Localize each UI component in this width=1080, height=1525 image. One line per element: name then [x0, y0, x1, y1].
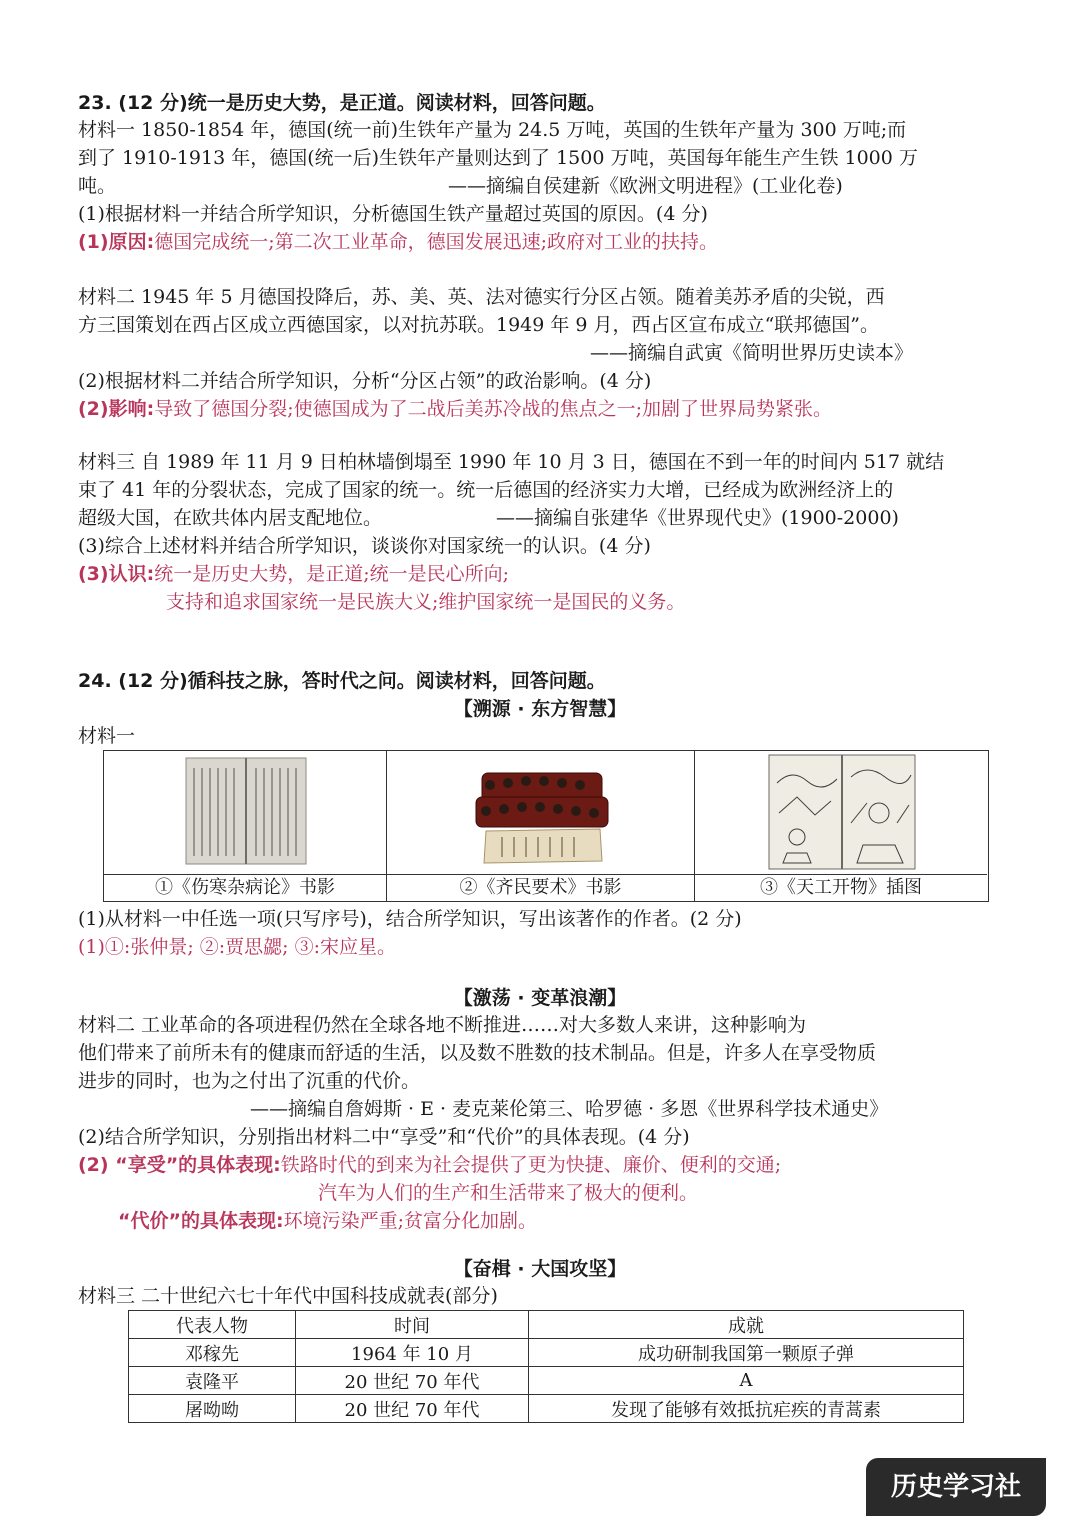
table-header: 代表人物: [129, 1311, 296, 1339]
q24-question-2: (2)结合所学知识，分别指出材料二中“享受”和“代价”的具体表现。(4 分): [78, 1126, 690, 1148]
watermark-badge: 历史学习社: [866, 1458, 1046, 1516]
section-heading-1: 【溯源 · 东方智慧】: [453, 698, 627, 720]
table-header: 成就: [529, 1311, 964, 1339]
q24-answer-1: (1)①:张仲景; ②:贾思勰; ③:宋应星。: [78, 936, 397, 958]
q23-m1-source: ——摘编自侯建新《欧洲文明进程》(工业化卷): [448, 175, 843, 197]
image-cell-3: [695, 751, 987, 901]
answer-text: 统一是历史大势，是正道;统一是民心所向;: [154, 563, 509, 585]
q23-question-1: (1)根据材料一并结合所学知识，分析德国生铁产量超过英国的原因。(4 分): [78, 203, 708, 225]
q23-m1-line2: 到了 1910-1913 年，德国(统一后)生铁年产量则达到了 1500 万吨，英国每年能生产生铁 1000 万: [78, 147, 918, 169]
answer-tag: (2) “享受”的具体表现:: [78, 1154, 281, 1176]
scroll-bundle-image: [472, 755, 612, 869]
image-caption-2: ②《齐民要术》书影: [387, 874, 694, 901]
q24-answer-2a-line2: 汽车为人们的生产和生活带来了极大的便利。: [318, 1182, 699, 1204]
answer-tag: (1)原因:: [78, 231, 155, 253]
section-heading-2: 【激荡 · 变革浪潮】: [453, 987, 627, 1009]
answer-text: 铁路时代的到来为社会提供了更为快捷、廉价、便利的交通;: [280, 1154, 782, 1176]
answer-text: 导致了德国分裂;使德国成为了二战后美苏冷战的焦点之一;加剧了世界局势紧张。: [154, 398, 832, 420]
illustration-image: [767, 753, 917, 871]
q23-m3-source: ——摘编自张建华《世界现代史》(1900-2000): [496, 507, 899, 529]
q23-answer-3-line2: 支持和追求国家统一是民族大义;维护国家统一是国民的义务。: [166, 591, 686, 613]
image-caption-1: ①《伤寒杂病论》书影: [104, 874, 386, 901]
answer-tag: (3)认识:: [78, 563, 155, 585]
table-cell: 袁隆平: [129, 1367, 296, 1395]
table-cell: A: [529, 1367, 964, 1395]
table-row: [129, 1367, 964, 1395]
q23-question-2: (2)根据材料二并结合所学知识，分析“分区占领”的政治影响。(4 分): [78, 370, 652, 392]
q24-m2-line1: 材料二 工业革命的各项进程仍然在全球各地不断推进……对大多数人来讲，这种影响为: [78, 1014, 807, 1036]
q23-title: 23. (12 分)统一是历史大势，是正道。阅读材料，回答问题。: [78, 92, 606, 114]
q24-title: 24. (12 分)循科技之脉，答时代之问。阅读材料，回答问题。: [78, 670, 606, 692]
image-table: [103, 750, 989, 902]
image-cell-1: [104, 751, 387, 901]
table-row: [129, 1395, 964, 1423]
section-heading-3: 【奋楫 · 大国攻坚】: [453, 1258, 627, 1280]
q23-answer-2: [78, 395, 832, 423]
image-caption-3: ③《天工开物》插图: [695, 874, 987, 901]
table-cell: 发现了能够有效抵抗疟疾的青蒿素: [529, 1395, 964, 1423]
table-cell: 20 世纪 70 年代: [296, 1395, 529, 1423]
table-header-row: [129, 1311, 964, 1339]
q23-m2-line2: 方三国策划在西占区成立西德国家，以对抗苏联。1949 年 9 月，西占区宣布成立“联邦德国”。: [78, 314, 879, 336]
q23-m3-line1: 材料三 自 1989 年 11 月 9 日柏林墙倒塌至 1990 年 10 月 3 日，德国在不到一年的时间内 517 就结: [78, 451, 945, 473]
answer-tag: “代价”的具体表现:: [118, 1210, 284, 1232]
q24-question-1: (1)从材料一中任选一项(只写序号)，结合所学知识，写出该著作的作者。(2 分): [78, 908, 742, 930]
answer-tag: (2)影响:: [78, 398, 155, 420]
q24-answer-2b: [118, 1207, 537, 1235]
q24-answer-2a: [78, 1151, 781, 1179]
q23-answer-1: [78, 228, 718, 256]
q23-m2-source: ——摘编自武寅《简明世界历史读本》: [590, 342, 914, 364]
q23-m1-line3: 吨。: [78, 175, 117, 197]
table-cell: 邓稼先: [129, 1339, 296, 1367]
q23-m3-line2: 束了 41 年的分裂状态，完成了国家的统一。统一后德国的经济实力大增，已经成为欧洲经济上的: [78, 479, 894, 501]
q24-m1-label: 材料一: [78, 725, 136, 747]
answer-text: 德国完成统一;第二次工业革命，德国发展迅速;政府对工业的扶持。: [154, 231, 718, 253]
table-row: [129, 1339, 964, 1367]
q24-m2-source: ——摘编自詹姆斯 · E · 麦克莱伦第三、哈罗德 · 多恩《世界科学技术通史》: [250, 1098, 889, 1120]
image-cell-2: [387, 751, 695, 901]
book-pages-image: [184, 756, 308, 866]
table-header: 时间: [296, 1311, 529, 1339]
q24-m3-label: 材料三 二十世纪六七十年代中国科技成就表(部分): [78, 1285, 498, 1307]
q23-m1-line1: 材料一 1850-1854 年，德国(统一前)生铁年产量为 24.5 万吨，英国的生铁年产量为 300 万吨;而: [78, 119, 907, 141]
q23-m2-line1: 材料二 1945 年 5 月德国投降后，苏、美、英、法对德实行分区占领。随着美苏矛盾的尖锐，西: [78, 286, 885, 308]
q23-question-3: (3)综合上述材料并结合所学知识，谈谈你对国家统一的认识。(4 分): [78, 535, 651, 557]
q24-m2-line2: 他们带来了前所未有的健康而舒适的生活，以及数不胜数的技术制品。但是，许多人在享受物质: [78, 1042, 877, 1064]
q23-answer-3: [78, 560, 509, 588]
q23-m3-line3: 超级大国，在欧共体内居支配地位。: [78, 507, 383, 529]
table-cell: 1964 年 10 月: [296, 1339, 529, 1367]
achievement-table: [128, 1310, 964, 1423]
table-cell: 20 世纪 70 年代: [296, 1367, 529, 1395]
table-cell: 屠呦呦: [129, 1395, 296, 1423]
q24-m2-line3: 进步的同时，也为之付出了沉重的代价。: [78, 1070, 421, 1092]
answer-text: 环境污染严重;贫富分化加剧。: [283, 1210, 537, 1232]
table-cell: 成功研制我国第一颗原子弹: [529, 1339, 964, 1367]
